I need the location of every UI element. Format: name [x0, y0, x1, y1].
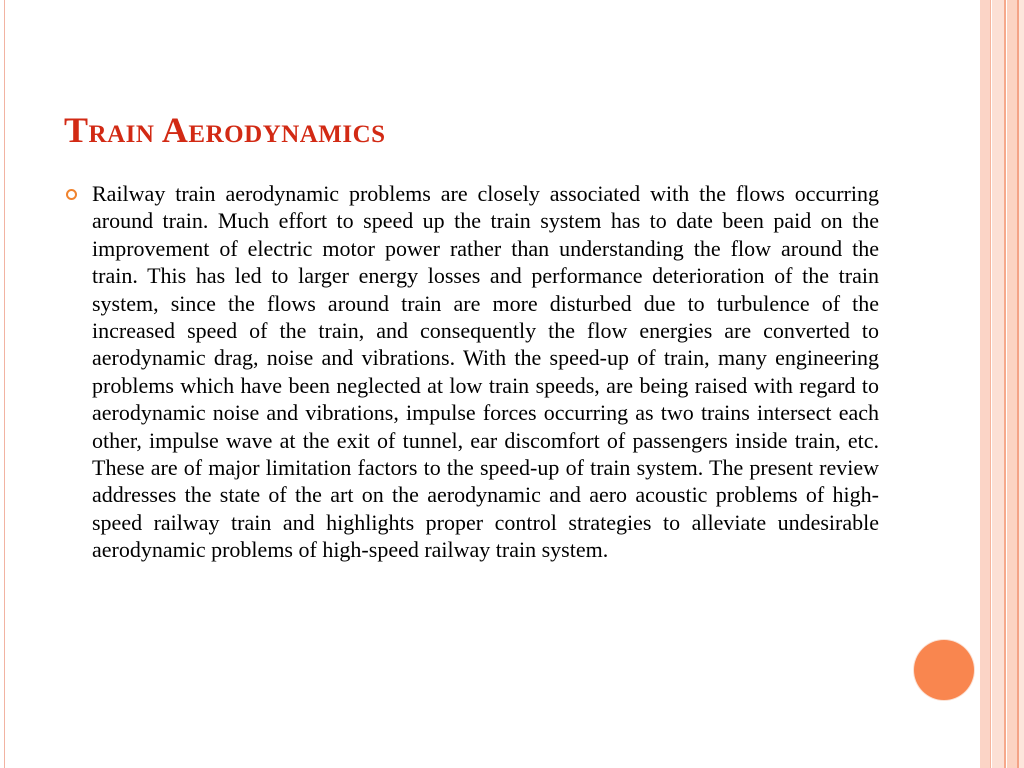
left-border-rule — [4, 0, 5, 768]
stripe — [980, 0, 990, 768]
slide-title: Train Aerodynamics — [64, 110, 386, 150]
stripe — [990, 0, 991, 768]
right-decorative-stripes — [980, 0, 1024, 768]
orange-circle-decoration — [914, 640, 974, 700]
stripe — [1019, 0, 1024, 768]
bullet-paragraph: Railway train aerodynamic problems are closely associated with the flows occurring around train. Much effort to speed up the train system has to date been paid on the improvement of electric motor power rather than understanding the flow around the train. This has led to larger energy losses and performance deterioration of the train system, since the flows around train are more disturbed due to turbulence of the increased speed of the train, and consequently the flow energies are converted to aerodynamic drag, noise and vibrations. With the speed-up of train, many engineering problems which have been neglected at low train speeds, are being raised with regard to aerodynamic noise and vibrations, impulse forces occurring as two trains intersect each other, impulse wave at the exit of tunnel, ear discomfort of passengers inside train, etc. These are of major limitation factors to the speed-up of train system. The present review addresses the state of the art on the aerodynamic and aero acoustic problems of high-speed railway train and highlights proper control strategies to alleviate undesirable aerodynamic problems of high-speed railway train system. — [92, 181, 879, 563]
stripe — [1004, 0, 1006, 768]
stripe — [992, 0, 1004, 768]
hollow-circle-bullet-icon — [66, 189, 77, 200]
stripe — [1007, 0, 1017, 768]
